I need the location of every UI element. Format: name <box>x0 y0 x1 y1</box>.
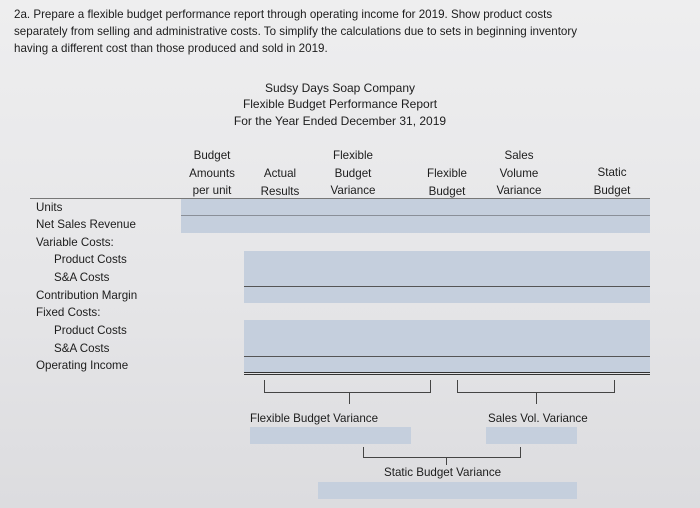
units-row-input[interactable] <box>181 199 650 215</box>
sales-vol-variance-bracket-stem <box>536 392 537 404</box>
header-flexible-budget: Flexible Budget <box>419 165 475 201</box>
operating-income-double-rule-2 <box>244 374 650 375</box>
row-operating-income: Operating Income <box>36 359 129 372</box>
row-fixed-product-costs: Product Costs <box>54 324 127 337</box>
fixed-costs-input[interactable] <box>244 320 650 356</box>
report-name: Flexible Budget Performance Report <box>242 97 438 111</box>
row-net-sales-revenue: Net Sales Revenue <box>36 218 136 231</box>
flexible-budget-variance-label: Flexible Budget Variance <box>250 412 379 425</box>
operating-income-double-rule <box>244 372 650 373</box>
contribution-margin-input[interactable] <box>244 287 650 303</box>
header-flexible-budget-variance: Flexible Budget Variance <box>323 147 383 201</box>
instructions-text <box>14 6 654 57</box>
row-variable-costs: Variable Costs: <box>36 236 114 249</box>
static-budget-variance-input[interactable] <box>318 482 577 499</box>
sales-vol-variance-input[interactable] <box>486 427 577 444</box>
row-fixed-costs: Fixed Costs: <box>36 306 101 319</box>
flexible-budget-variance-bracket <box>264 380 431 393</box>
static-budget-variance-bracket-stem <box>446 457 447 465</box>
variable-costs-input[interactable] <box>244 251 650 286</box>
header-actual-results: Actual Results <box>252 165 308 201</box>
static-budget-variance-label: Static Budget Variance <box>384 466 502 479</box>
operating-income-input[interactable] <box>244 357 650 372</box>
company-name: Sudsy Days Soap Company <box>264 81 416 95</box>
row-units: Units <box>36 201 63 214</box>
header-budget-amounts: Budget Amounts per unit <box>183 147 241 201</box>
row-variable-product-costs: Product Costs <box>54 253 127 266</box>
instructions-line-2: separately from selling and administrative costs. To simplify the calculations due to sets in beginning inventory <box>14 25 578 38</box>
instructions-line-1: 2a. Prepare a flexible budget performance report through operating income for 2019. Show product costs <box>14 8 553 21</box>
row-contribution-margin: Contribution Margin <box>36 289 138 302</box>
row-variable-sa-costs: S&A Costs <box>54 271 110 284</box>
instructions-line-3: having a different cost than those produced and sold in 2019. <box>14 42 328 55</box>
net-sales-revenue-row-input[interactable] <box>181 216 650 233</box>
sales-vol-variance-label: Sales Vol. Variance <box>488 412 588 425</box>
flexible-budget-variance-input[interactable] <box>250 427 411 444</box>
report-period: For the Year Ended December 31, 2019 <box>233 114 447 128</box>
header-sales-volume-variance: Sales Volume Variance <box>488 147 550 201</box>
flexible-budget-variance-bracket-stem <box>349 392 350 404</box>
header-static-budget: Static Budget <box>585 164 639 200</box>
static-budget-variance-bracket <box>363 447 521 458</box>
row-fixed-sa-costs: S&A Costs <box>54 342 110 355</box>
